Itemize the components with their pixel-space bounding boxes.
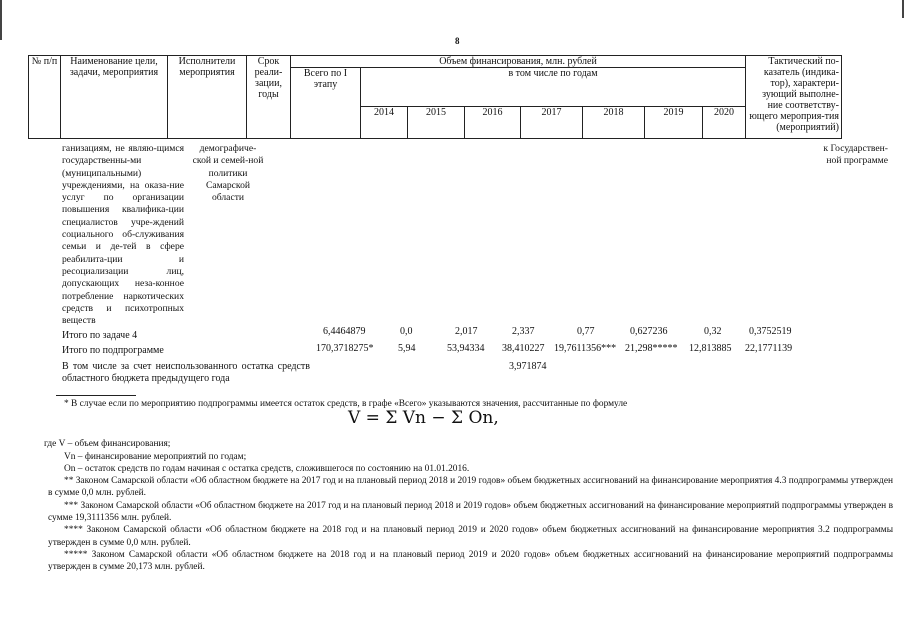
- footnote-on: On – остаток средств по годам начиная с остатка средств, сложившегося по состоянию на 01.01.2016.: [64, 463, 470, 474]
- col-name-header: Наименование цели, задачи, мероприятия: [61, 56, 168, 139]
- task4-2017: 0,77: [577, 326, 595, 337]
- subprogram-2018: 21,298*****: [625, 343, 678, 354]
- task4-2019: 0,32: [704, 326, 722, 337]
- subprogram-2019: 12,813885: [689, 343, 732, 354]
- footnote-4: **** Законом Самарской области «Об областном бюджете на 2018 год и на плановый период 2019 и 2020 годов» объем бюджетных ассигнований на финансирование мероприятия 3.2 подпрограммы утвержден в сумме 0,0 млн. рублей.: [48, 525, 893, 548]
- indicator-continuation: к Государствен-ной программе: [823, 143, 888, 167]
- col-total-header: Всего по I этапу: [291, 68, 361, 139]
- task4-total: 6,4464879: [323, 326, 366, 337]
- task4-2014: 0,0: [400, 326, 413, 337]
- subprogram-2017: 19,7611356***: [554, 343, 617, 354]
- task4-total-label: Итого по задаче 4: [62, 330, 138, 341]
- footnote-rule: [56, 395, 136, 396]
- financing-table-header: [28, 55, 842, 139]
- formula: V = Σ Vn − Σ On,: [348, 408, 499, 428]
- footnote-1: * В случае если по мероприятию подпрограммы имеется остаток средств, в графе «Всего» указываются значения, рассчитанные по формуле: [64, 399, 628, 409]
- task4-2018: 0,627236: [630, 326, 668, 337]
- footnote-vn: Vn – финансирование мероприятий по годам;: [64, 451, 247, 462]
- year-header-2014: 2014: [361, 106, 408, 139]
- scan-edge-mark-right: [902, 0, 904, 18]
- executor-continuation: демографиче-ской и семей-ной политики Самарской области: [192, 143, 264, 204]
- subprogram-2014: 5,94: [398, 343, 416, 354]
- year-header-2016: 2016: [465, 106, 521, 139]
- remainder-label: В том числе за счет неиспользованного остатка средств областного бюджета предыдущего года: [62, 361, 310, 384]
- year-header-2020: 2020: [703, 106, 746, 139]
- measure-name-continuation: ганизациям, не являю-щимся государственны-ми (муниципальными) учреждениями, на оказа-ние услуг по организации повышения квалифика-ции специалистов учре-ждений социального об-служивания семьи и де-тей в сфере реабилита-ции и ресоциализации лиц, допускающих неза-конное потребление наркотических средств и психотропных веществ: [62, 143, 184, 327]
- task4-2015: 2,017: [455, 326, 478, 337]
- subprogram-total: 170,3718275*: [316, 343, 374, 354]
- subprogram-2020: 22,1771139: [745, 343, 793, 354]
- col-volume-header: Объем финансирования, млн. рублей: [291, 56, 746, 68]
- footnote-5: ***** Законом Самарской области «Об областном бюджете на 2018 год и на плановый период 2019 и 2020 годов» объем бюджетных ассигнований на финансирование мероприятий подпрограммы утвержден в сумме 20,173 млн. рублей.: [48, 549, 893, 573]
- year-header-2017: 2017: [521, 106, 583, 139]
- subprogram-2016: 38,410227: [502, 343, 545, 354]
- footnote-where-v: где V – объем финансирования;: [44, 439, 171, 450]
- remainder-2016: 3,971874: [509, 361, 547, 372]
- page-number: 8: [455, 36, 460, 46]
- scan-edge-mark: [0, 0, 2, 40]
- year-header-2015: 2015: [408, 106, 465, 139]
- col-indicator-header: Тактический по-казатель (индика-тор), характери-зующий выполне-ние соответству-ющего мероприя-тия (мероприятий): [746, 56, 842, 139]
- task4-2020: 0,3752519: [749, 326, 792, 337]
- col-num-header: № п/п: [29, 56, 61, 139]
- col-by-years-header: в том числе по годам: [361, 68, 746, 107]
- footnote-2: ** Законом Самарской области «Об областном бюджете на 2017 год и на плановый период 2018 и 2019 годов» объем бюджетных ассигнований на финансирование мероприятия 4.3 подпрограммы утвержден в сумме 0,0 млн. рублей.: [48, 476, 893, 499]
- year-header-2019: 2019: [645, 106, 703, 139]
- year-header-2018: 2018: [583, 106, 645, 139]
- col-period-header: Срок реали-зации, годы: [247, 56, 291, 139]
- footnote-3: *** Законом Самарской области «Об областном бюджете на 2017 год и на плановый период 2018 и 2019 годов» объем бюджетных ассигнований на финансирование мероприятий подпрограммы утвержден в сумме 19,3111356 млн. рублей.: [48, 500, 893, 524]
- subprogram-total-label: Итого по подпрограмме: [62, 345, 164, 356]
- subprogram-2015: 53,94334: [447, 343, 485, 354]
- col-executors-header: Исполнители мероприятия: [168, 56, 247, 139]
- task4-2016: 2,337: [512, 326, 535, 337]
